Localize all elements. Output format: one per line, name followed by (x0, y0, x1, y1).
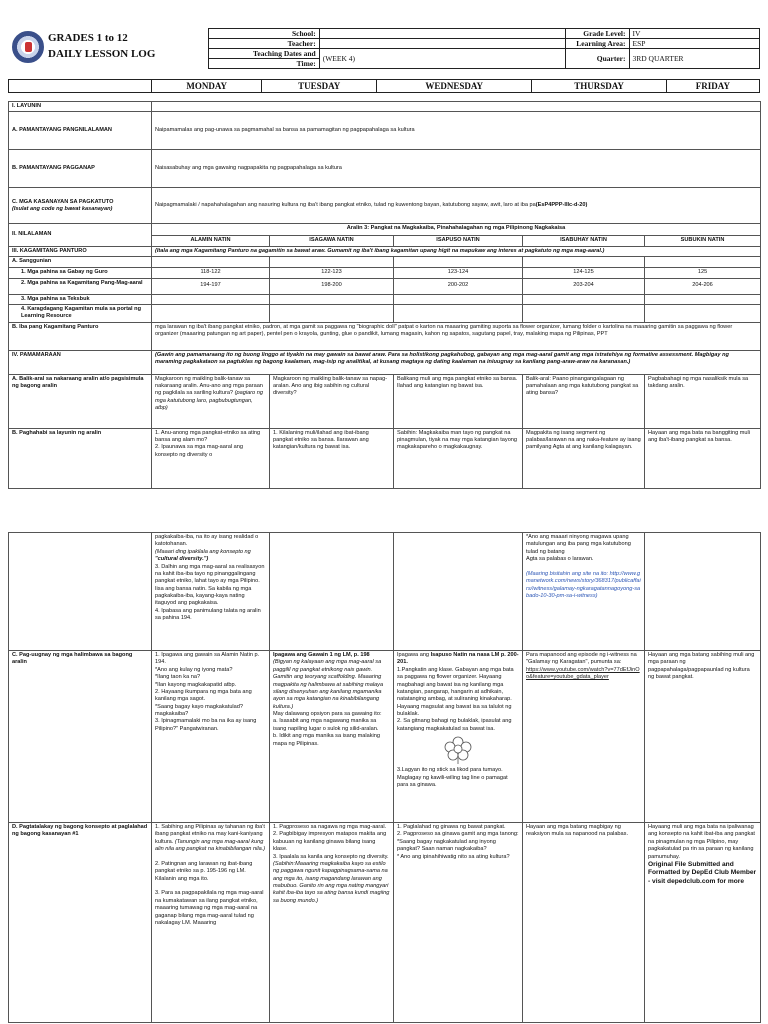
paghahabi-friday: Hayaan ang mga bata na banggiting muli ang iba't-ibang pangkat sa bansa. (645, 428, 761, 488)
gabay-tuesday: 122-123 (270, 267, 394, 278)
pagtatalakay-mon-step-1: 1. Sabihing ang Pilipinas ay tahanan ng iba't ibang pangkat etniko na may kani-kaniyang kultura. (155, 824, 265, 845)
weekday-blank (9, 80, 152, 93)
balik-aral-monday-note: (pagiaro ng mga katutubong laro, pagbubugtungan, atbp) (155, 390, 263, 412)
pag-uugnay-friday: Hayaan ang mga batang sabihing muli ang mga paraan ng pagpapahalaga/pagpapaunlad ng kultura ng bawat pangkat. (645, 651, 761, 823)
row-nilalaman: II. NILALAMAN (9, 224, 152, 246)
phase-alamin: ALAMIN NATIN (152, 236, 270, 246)
day-friday: FRIDAY (666, 80, 759, 93)
day-tuesday: TUESDAY (262, 80, 376, 93)
balik-aral-wednesday: Balikang muli ang mga pangkat etniko sa bansa. Ilahad ang katangian ng bawat isa. (394, 374, 523, 428)
pag-uugnay-wed-title-2: Isapuso Natin na nasa LM p. 200-201. (397, 652, 519, 666)
row-kagamitang-panturo: III. KAGAMITANG PANTURO (9, 246, 152, 256)
phase-subukin: SUBUKIN NATIN (645, 236, 761, 246)
paghahabi-wednesday: Sabihin: Magkakaiba man tayo ng pangkat na pinagmulan, tiyak na may mga katangian tayong magkakapareho o magkakaugnay. (394, 428, 523, 488)
pag-uugnay-tue-options: May dalawang opsiyon para sa gawaing ito: a. Isasabit ang mga nagawang manika sa isang napiling lugar o sulok ng silid-aralan. b. Idikit ang mga manika sa isang malaking mapa ng Pilipinas. (273, 711, 382, 747)
gabay-thursday: 124-125 (523, 267, 645, 278)
grade-level-label: Grade Level: (565, 29, 629, 39)
kasanayan-label: C. MGA KASANAYAN SA PAGKATUTO (12, 198, 114, 205)
teacher-label: Teacher: (209, 39, 320, 49)
pag-uugnay-thu-text: Para mapanood ang episode ng i-witness na "Galamay ng Karagatan", pumunta sa: (526, 652, 637, 666)
pag-uugnay-tuesday (270, 651, 394, 823)
pagtatalakay-mon-note: (Tanungin ang mga mag-aaral kung alin nila ang pangkat na kinabibilangan nila.) (155, 838, 266, 853)
learning-area-label: Learning Area: (565, 39, 629, 49)
paghahabi-mon-cont-steps: 3. Dalhin ang mga mag-aaral sa realisasyon na kahit iba-iba tayo ng pinanggalingang pangkat etniko, lahat tayo ay mga Pilipino. Iisa ang bansa natin. Sa kabila ng mga pagkakaiba-iba, kayang-kaya nating itaguyod ang pagkakaisa. 4. Ipabasa ang panimulang talata ng aralin sa pahina 194. (155, 563, 265, 622)
row-kasanayan (9, 188, 152, 224)
pag-uugnay-tue-title: Ipagawa ang Gawain 1 ng LM, p. 198 (273, 652, 370, 658)
row-paghahabi: B. Paghahabi sa layunin ng aralin (9, 428, 152, 488)
pagtatalakay-mon-steps: 2. Patingnan ang larawan ng ibat-ibang pangkat etniko sa p. 195-196 ng LM. Kilalanin ang mga ito. 3. Para sa pagpapakilala ng mga mag-aaral na kumakatawan sa ilang pangkat etniko, maaaring tumawag ng mga mag-aaral na gaganap bilang mga mag-aaral tulad ng nakalagay LM. Maaaring (155, 860, 264, 926)
teaching-dates-label: Teaching Dates and (209, 49, 320, 59)
quarter-value: 3RD QUARTER (629, 49, 759, 69)
row-gabay-ng-guro: 1. Mga pahina sa Gabay ng Guro (9, 267, 152, 278)
row-pag-uugnay: C. Pag-uugnay ng mga halimbawa sa bagong aralin (9, 651, 152, 823)
pag-uugnay-tue-note: (Bigyan ng kalayaan ang mga mag-aaral sa paggiliI ng pangkat etnikong nais gawin. Gamitin ang teoryang scaffolding. Maaaring magpakita ng halimbawa at sabihing malaya silang disenyuhan ang kanilang mgamanika ayon sa mga katangian na kinabibilangang kultura.) (273, 659, 384, 710)
paghahabi-monday: 1. Anu-anong mga pangkat-etniko sa ating bansa ang alam mo? 2. Ipaunawa sa mga mag-aaral ang konsepto ng diversity o (152, 428, 270, 488)
header-info-table (208, 28, 760, 69)
kagamitan-monday: 194-197 (152, 278, 270, 294)
pagtatalakay-tuesday (270, 823, 394, 1023)
balik-aral-friday: Pagbabahagi ng mga nasaliksik mula sa takdang aralin. (645, 374, 761, 428)
paghahabi-monday-continued (152, 533, 270, 651)
row-sanggunian: A. Sanggunian (9, 257, 152, 267)
gabay-monday: 118-122 (152, 267, 270, 278)
row-karagdagang-kagamitan: 4. Karagdagang Kagamitan mula sa portal ng Learning Resource (9, 304, 152, 322)
continued-label-cell (9, 533, 152, 651)
header (8, 28, 760, 70)
paghahabi-thursday-continued (523, 533, 645, 651)
paghahabi-mon-cont-term: "cultural diversity.") (155, 556, 209, 563)
pamantayang-pangnilalaman-text: Naipamamalas ang pag-unawa sa pagmamahal sa bansa sa pamamagitan ng pagpapahalaga sa kultura (152, 112, 761, 150)
weekday-header (8, 79, 760, 93)
paghahabi-thu-cont-text: *Ano ang maaari ninyong magawa upang matulungan ang iba pang mga katutubong tulad ng batang Agta sa palabas o larawan. (526, 534, 631, 563)
pagtatalakay-friday (645, 823, 761, 1023)
pagtatalakay-wednesday: 1. Paglalahad ng ginawa ng bawat pangkat. 2. Pagproseso sa ginawa gamit ang mga tanong: *Saang bagay nagkakatulad ang inyong pangkat? Saan naman nagkakaiba? * Ano ang ipinahihiwatig nito sa ating kultura? (394, 823, 523, 1023)
kasanayan-text: Naipagmamalaki / napahahalagahan ang nasuring kultura ng iba't ibang pangkat etniko, tulad ng kuwentong bayan, katutubong sayaw, awit, laro at iba pa (155, 202, 536, 209)
page-gap (0, 490, 768, 530)
kasanayan-code: (EsP4PPP-IIIc-d-20) (535, 202, 588, 209)
phase-isagawa: ISAGAWA NATIN (270, 236, 394, 246)
paghahabi-mon-cont-note: (Maaari ding ipakilala ang konsepto ng (155, 548, 251, 555)
pamantayan-sa-pagganap-text: Naisasabuhay ang mga gawaing nagpapakita ng pagpapahalaga sa kultura (152, 150, 761, 188)
row-layunin: I. LAYUNIN (9, 102, 152, 112)
paghahabi-tuesday: 1. Kilalaning muli/ilahad ang ibat-ibang pangkat etniko sa bansa. Ilarawan ang katangian/kultura ng bawat isa. (270, 428, 394, 488)
learning-area-value: ESP (629, 39, 759, 49)
aralin-title: Aralin 3: Pangkat na Magkakaiba, Pinahahalagahan ng mga Pilipinong Nagkakaisa (152, 224, 761, 236)
phase-isapuso: ISAPUSO NATIN (394, 236, 523, 246)
row-kagamitang-pang-mag-aaral: 2. Mga pahina sa Kagamitang Pang-Mag-aaral (9, 278, 152, 294)
iba-pang-kagamitan-text: mga larawan ng iba't ibang pangkat etniko, padron, at mga gamit sa paggawa ng "biographic doll" patpat o karton na maaaring gamiting suporta sa flower organizer, lumang folder o kartolina na maaaring gamitin sa paggawa ng flower organizer (maaaring patungan ng art paper), pentel pen o krayola, gunting, glue o pandikit, lumang magasin, kahon ng sapatos, sagutang papel, tray, malaking mapa ng Pilipinas, PPT (152, 322, 761, 350)
row-pagtatalakay: D. Pagtatalakay ng bagong konsepto at paglalahad ng bagong kasanayan #1 (9, 823, 152, 1023)
teaching-time-label: Time: (209, 59, 320, 69)
lesson-grid-page-1 (8, 101, 761, 489)
grade-level-value: IV (629, 29, 759, 39)
deped-seal-icon (12, 31, 44, 63)
pagtatalakay-fri-text: Hayaang muli ang mga bata na ipaliwanag ang konsepto na kahit ibat-iba ang pangkat na pinagmulan ng mga Pilipino, may pagkakatulad pa rin sa paraan ng kanilang pamumuhay. (648, 824, 755, 860)
row-balik-aral: A. Balik-aral sa nakaraang aralin at/o pagsisimula ng bagong aralin (9, 374, 152, 428)
pagtatalakay-thursday: Hayaan ang mga batang magbigay ng reaksiyon mula sa napanood na palabas. (523, 823, 645, 1023)
kasanayan-sub-label: (Isulat ang code ng bawat kasanayan) (12, 205, 113, 212)
pagtatalakay-monday (152, 823, 270, 1023)
row-pamamaraan: IV. PAMAMARAAN (9, 350, 152, 374)
phase-isabuhay: ISABUHAY NATIN (523, 236, 645, 246)
school-value (319, 29, 565, 39)
gma-network-link[interactable]: http://www.gmanetwork.com/news/story/368317/publicaffairs/iwitness/galamay-ngkaragatannagoyong-sabado-10-30-pm-sa-i-witness) (526, 570, 641, 599)
lesson-log-page-1 (0, 0, 768, 490)
kagamitan-thursday: 203-204 (523, 278, 645, 294)
pag-uugnay-wed-steps: 1.Pangkatin ang klase. Gabayan ang mga bata sa paggawa ng flower organizer. Hayaang magbahagi ang bawat isa ng kanilang mga katangian, pangarap, hangarin at adhikain, natatanging ambag, at suliraning kinakaharap. Hayaang magsulat ang bawat isa sa talulot ng bulaklak. 2. Sa gitnang bahagi ng bulaklak, ipasulat ang katangiang magkakatulad sa bawat isa. (397, 666, 514, 732)
balik-aral-monday (152, 374, 270, 428)
kasanayan-cell (152, 188, 761, 224)
quarter-label: Quarter: (565, 49, 629, 69)
kagamitang-note: (Itala ang mga Kagamitang Panturo na gagamitin sa bawat araw. Gumamit ng iba't ibang kagamitan upang higit na mapukaw ang interes at pagkatuto ng mga mag-aaral.) (152, 246, 761, 256)
day-wednesday: WEDNESDAY (376, 80, 532, 93)
header-title-line1: GRADES 1 to 12 (48, 32, 128, 44)
teaching-dates-value: (WEEK 4) (319, 49, 565, 69)
gabay-friday: 125 (645, 267, 761, 278)
paghahabi-mon-cont-text: pagkakaiba-iba, na ito ay isang realidad o katotohanan. (155, 534, 259, 548)
day-monday: MONDAY (152, 80, 262, 93)
row-pamantayang-pangnilalaman: A. PAMANTAYANG PANGNILALAMAN (9, 112, 152, 150)
flower-organizer-icon (438, 736, 478, 764)
pag-uugnay-wed-title-1: Ipagawa ang (397, 652, 430, 658)
row-pamantayan-sa-pagganap: B. PAMANTAYANG PAGGANAP (9, 150, 152, 188)
balik-aral-monday-text: Magkaroon ng maikling balik-tanaw sa nakaraang aralin. Anu-ano ang mga paraan ng pagkilala sa sariling kultura? (155, 375, 263, 397)
pag-uugnay-wed-step-3: 3.Lagyan ito ng stick sa likod para tumayo. Maglagay ng kawili-wiling tag line o pamagat para sa ginawa. (397, 767, 508, 788)
pag-uugnay-thursday (523, 651, 645, 823)
day-thursday: THURSDAY (532, 80, 666, 93)
balik-aral-tuesday: Magkaroon ng maikling balik-tanaw sa napag-aralan. Ano ang ibig sabihin ng cultural diversity? (270, 374, 394, 428)
kagamitan-tuesday: 198-200 (270, 278, 394, 294)
pagtatalakay-tue-note: (Sabihin:Maaaring magkakaiba kayo sa estilo ng paggawa ngunit kapagpinagsama-sama na ang mga ito, isang magandang larawan ang mabubuo. Ganito rin ang mga nating mangyari kahit iba-iba tayo sa ating bansa kundi magiing sa buong mundo.) (273, 860, 390, 904)
school-label: School: (209, 29, 320, 39)
depedclub-note: Original File Submitted and Formatted by DepEd Club Member - visit depedclub.com for more (648, 860, 757, 885)
paghahabi-thursday: Magpakita ng isang segment ng palabas/larawan na ang naka-feature ay isang pamilyang Agta at ang kanilang kalagayan. (523, 428, 645, 488)
pag-uugnay-monday: 1. Ipagawa ang gawain sa Alamin Natin p. 194. *Ano ang kulay ng iyong mata? *Ilang taon ka na? *Ilan kayong magkakapatid atbp. 2. Hayaang ikumpara ng mga bata ang kanilang mga sagot. *Saang bagay kayo magkakatulad? magkakaiba? 3. Ipinagmamalaki mo ba na ika ay isang Pilipino?" Pangatwiranan. (152, 651, 270, 823)
teacher-value (319, 39, 565, 49)
gabay-wednesday: 123-124 (394, 267, 523, 278)
pamamaraan-note: (Gawin ang pamamaraang ito ng buong linggo at tiyakin na may gawain sa bawat araw. Para sa holistikong pagkahubog, gabayan ang mga mag-aaral gamit ang mga istratehiya ng formative assessment. Magbigay ng maraming pagkakataon sa pagtuklas ng bagong kaalaman, mag-isip ng analitikal, at kusang magtaya ng dating kaalaman na iniuugnay sa kanilang pang-araw-araw na karanasan.) (152, 350, 761, 374)
lesson-grid-page-2 (8, 532, 761, 1023)
row-teksbuk: 3. Mga pahina sa Teksbuk (9, 294, 152, 304)
pag-uugnay-wednesday (394, 651, 523, 823)
kagamitan-wednesday: 200-202 (394, 278, 523, 294)
balik-aral-thursday: Balik-aral: Paano pinangangalagaan ng pamahalaan ang mga katutubong pangkat sa ating bansa? (523, 374, 645, 428)
paghahabi-thu-link-label: (Maaring bisitahin ang site na ito: (526, 570, 609, 577)
header-title-line2: DAILY LESSON LOG (48, 48, 156, 60)
kagamitan-friday: 204-206 (645, 278, 761, 294)
lesson-log-page-2 (0, 530, 768, 1024)
row-iba-pang-kagamitan: B. Iba pang Kagamitang Panturo (9, 322, 152, 350)
pagtatalakay-tue-steps: 1. Pagproseso sa nagawa ng mga mag-aaral. 2. Pagbibigay impresyon matapos makita ang kabuuan ng kanilang ginawa bilang isang klase. 3. Ipaalala sa kanila ang konsepto ng diversity. (273, 824, 389, 860)
youtube-link[interactable]: https://www.youtube.com/watch?v=77dEfJinOo&feature=youtube_gdata_player (526, 666, 640, 681)
